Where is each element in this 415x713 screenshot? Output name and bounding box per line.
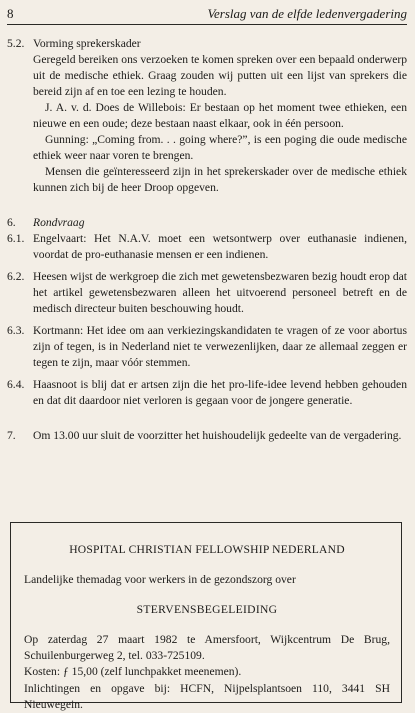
running-title: Verslag van de elfde ledenvergadering [207,6,407,21]
paragraph: J. A. v. d. Does de Willebois: Er bestaan op het moment twee ethieken, een nieuwe en een oude; deze bestaan naast elkaar, ook in één persoon. [33,101,407,130]
item-text: Heesen wijst de werkgroep die zich met gewetensbezwaren bezig houdt erop dat het artikel gewetensbezwaren alleen het uitvoerend personeel betreft en de medisch directeur buiten beschouwing houdt. [33,270,407,315]
announcement-details [24,632,390,680]
item-number: 6.3. [7,324,25,337]
event-costs: Kosten: ƒ 15,00 (zelf lunchpakket meenemen). [24,665,242,678]
item-6-1 [7,231,407,263]
event-details: Op zaterdag 27 maart 1982 te Amersfoort, Wijkcentrum De Brug, Schuilenburgerweg 2, tel. 033-725109. [24,633,390,662]
announcement-subtitle: Landelijke themadag voor werkers in de gezondszorg over [24,573,296,586]
item-6-4 [7,377,407,409]
announcement-box [10,522,402,711]
announcement-info [24,681,390,713]
item-number: 6.2. [7,270,25,283]
item-number: 5.2. [7,37,25,50]
paragraph: Geregeld bereiken ons verzoeken te komen spreken over een bepaald onderwerp uit de medische ethiek. Graag zouden wij putten uit een lijst van sprekers die bereid zijn af en toe een lezing te houden. [33,53,407,98]
item-text: Om 13.00 uur sluit de voorzitter het huishoudelijk gedeelte van de vergadering. [33,429,402,442]
header-rule [7,24,407,25]
section-title: Rondvraag [33,216,85,229]
item-number: 7. [7,429,16,442]
body-text [7,36,407,444]
paragraph: Gunning: „Coming from. . . going where?”, is een poging die oude medische ethiek weer naar voren te brengen. [33,133,407,162]
item-text: Kortmann: Het idee om aan verkiezingskandidaten te vragen of ze voor abortus zijn of tegen, is in Nederland niet te verwezenlijken, daar ze allemaal zeggen er tegen te zijn, maar vóór stemmen. [33,324,407,369]
announcement-title: HOSPITAL CHRISTIAN FELLOWSHIP NEDERLAND [69,543,345,556]
item-number: 6.1. [7,232,25,245]
item-number: 6.4. [7,378,25,391]
section-6-heading [7,215,407,231]
item-6-2 [7,269,407,317]
contact-info: Inlichtingen en opgave bij: HCFN, Nijpelsplantsoen 110, 3441 SH Nieuwegein. [24,682,390,711]
section-number: 6. [7,216,16,229]
paragraph: Mensen die geïnteresseerd zijn in het sprekerskader over de medische ethiek kunnen zich bij de heer Droop opgeven. [33,165,407,194]
item-6-3 [7,323,407,371]
page-number: 8 [7,6,14,21]
item-text: Haasnoot is blij dat er artsen zijn die het pro-life-idee levend hebben gehouden en dat dit daardoor niet verloren is gegaan voor de jongere generatie. [33,378,407,407]
item-5-2 [7,36,407,196]
item-heading: Vorming sprekerskader [33,37,141,50]
announcement-topic: STERVENSBEGELEIDING [136,603,278,616]
item-7 [7,428,407,444]
page-header [7,6,407,26]
item-text: Engelvaart: Het N.A.V. moet een wetsontwerp over euthanasie indienen, voordat de pro-euthanasie mensen er een indienen. [33,232,407,261]
